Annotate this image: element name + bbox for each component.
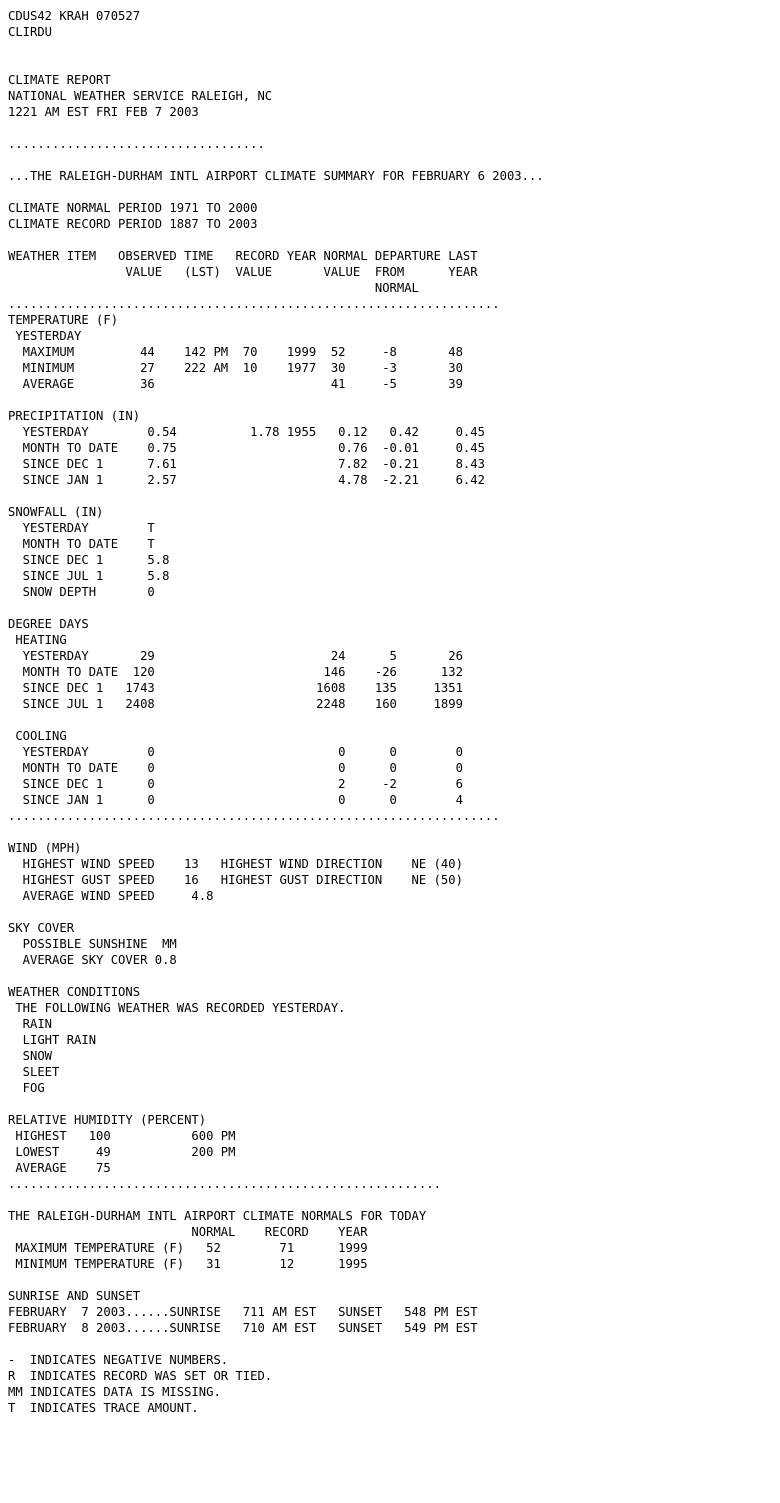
report-line: YESTERDAY T xyxy=(8,521,155,535)
report-line: YESTERDAY 29 24 5 26 xyxy=(8,649,463,663)
report-line: PRECIPITATION (IN) xyxy=(8,409,141,423)
report-line: COOLING xyxy=(8,729,67,743)
report-line: THE FOLLOWING WEATHER WAS RECORDED YESTERDAY. xyxy=(8,1001,346,1015)
report-line: SINCE DEC 1 1743 1608 135 1351 xyxy=(8,681,463,695)
report-line: AVERAGE SKY COVER 0.8 xyxy=(8,953,177,967)
report-line: THE RALEIGH-DURHAM INTL AIRPORT CLIMATE NORMALS FOR TODAY xyxy=(8,1209,427,1223)
report-line: ................................... xyxy=(8,137,265,151)
report-line: DEGREE DAYS xyxy=(8,617,89,631)
report-line xyxy=(8,232,780,248)
report-line: FOG xyxy=(8,1081,45,1095)
report-line: SKY COVER xyxy=(8,921,75,935)
report-line: MONTH TO DATE T xyxy=(8,537,155,551)
report-line: AVERAGE 75 xyxy=(8,1161,111,1175)
report-line: WEATHER CONDITIONS xyxy=(8,985,141,999)
report-line: FEBRUARY 8 2003......SUNRISE 710 AM EST SUNSET 549 PM EST xyxy=(8,1321,478,1335)
report-line: RELATIVE HUMIDITY (PERCENT) xyxy=(8,1113,207,1127)
report-line: CLIRDU xyxy=(8,25,53,39)
report-line xyxy=(8,184,780,200)
report-line: NORMAL RECORD YEAR xyxy=(8,1225,368,1239)
report-line: MONTH TO DATE 0.75 0.76 -0.01 0.45 xyxy=(8,441,485,455)
report-line: SINCE JUL 1 5.8 xyxy=(8,569,170,583)
report-line: CDUS42 KRAH 070527 xyxy=(8,9,141,23)
report-line: ........................................................... xyxy=(8,1177,441,1191)
report-line: HEATING xyxy=(8,633,67,647)
report-line: NATIONAL WEATHER SERVICE RALEIGH, NC xyxy=(8,89,273,103)
report-line: MONTH TO DATE 120 146 -26 132 xyxy=(8,665,463,679)
report-line: AVERAGE WIND SPEED 4.8 xyxy=(8,889,214,903)
report-line: SNOW xyxy=(8,1049,53,1063)
report-line xyxy=(8,1096,780,1112)
report-line: SUNRISE AND SUNSET xyxy=(8,1289,141,1303)
report-line xyxy=(8,152,780,168)
report-line xyxy=(8,56,780,72)
report-line: 1221 AM EST FRI FEB 7 2003 xyxy=(8,105,199,119)
report-line: CLIMATE NORMAL PERIOD 1971 TO 2000 xyxy=(8,201,258,215)
report-line xyxy=(8,1192,780,1208)
report-line: NORMAL xyxy=(8,281,419,295)
report-line: MINIMUM TEMPERATURE (F) 31 12 1995 xyxy=(8,1257,368,1271)
report-line: SNOWFALL (IN) xyxy=(8,505,104,519)
report-line: POSSIBLE SUNSHINE MM xyxy=(8,937,177,951)
report-line xyxy=(8,1272,780,1288)
report-line xyxy=(8,488,780,504)
report-line: SINCE JAN 1 0 0 0 4 xyxy=(8,793,463,807)
report-line: AVERAGE 36 41 -5 39 xyxy=(8,377,463,391)
report-line: MONTH TO DATE 0 0 0 0 xyxy=(8,761,463,775)
report-line xyxy=(8,1336,780,1352)
report-line xyxy=(8,40,780,56)
report-line xyxy=(8,968,780,984)
report-line: YESTERDAY 0 0 0 0 xyxy=(8,745,463,759)
report-line xyxy=(8,824,780,840)
report-line: ...THE RALEIGH-DURHAM INTL AIRPORT CLIMATE SUMMARY FOR FEBRUARY 6 2003... xyxy=(8,169,544,183)
report-line: HIGHEST 100 600 PM xyxy=(8,1129,236,1143)
report-line: - INDICATES NEGATIVE NUMBERS. xyxy=(8,1353,229,1367)
report-line xyxy=(8,120,780,136)
report-line: SINCE JAN 1 2.57 4.78 -2.21 6.42 xyxy=(8,473,485,487)
report-line xyxy=(8,600,780,616)
report-line: SNOW DEPTH 0 xyxy=(8,585,155,599)
report-line: VALUE (LST) VALUE VALUE FROM YEAR xyxy=(8,265,478,279)
report-line xyxy=(8,904,780,920)
report-line: T INDICATES TRACE AMOUNT. xyxy=(8,1401,199,1415)
report-line xyxy=(8,392,780,408)
report-line: ................................................................... xyxy=(8,297,500,311)
report-line: SINCE DEC 1 0 2 -2 6 xyxy=(8,777,463,791)
report-line: FEBRUARY 7 2003......SUNRISE 711 AM EST SUNSET 548 PM EST xyxy=(8,1305,478,1319)
report-line: MAXIMUM 44 142 PM 70 1999 52 -8 48 xyxy=(8,345,463,359)
report-line: HIGHEST WIND SPEED 13 HIGHEST WIND DIRECTION NE (40) xyxy=(8,857,463,871)
report-line: CLIMATE REPORT xyxy=(8,73,111,87)
report-line: SINCE JUL 1 2408 2248 160 1899 xyxy=(8,697,463,711)
report-line: LIGHT RAIN xyxy=(8,1033,97,1047)
report-line: YESTERDAY 0.54 1.78 1955 0.12 0.42 0.45 xyxy=(8,425,485,439)
report-line xyxy=(8,712,780,728)
report-line: CLIMATE RECORD PERIOD 1887 TO 2003 xyxy=(8,217,258,231)
report-line: R INDICATES RECORD WAS SET OR TIED. xyxy=(8,1369,273,1383)
report-line: ................................................................... xyxy=(8,809,500,823)
report-line: MAXIMUM TEMPERATURE (F) 52 71 1999 xyxy=(8,1241,368,1255)
report-line: SINCE DEC 1 7.61 7.82 -0.21 8.43 xyxy=(8,457,485,471)
report-line: SLEET xyxy=(8,1065,60,1079)
report-line: SINCE DEC 1 5.8 xyxy=(8,553,170,567)
report-line: LOWEST 49 200 PM xyxy=(8,1145,236,1159)
report-line: WIND (MPH) xyxy=(8,841,82,855)
report-line: WEATHER ITEM OBSERVED TIME RECORD YEAR NORMAL DEPARTURE LAST xyxy=(8,249,478,263)
report-line: HIGHEST GUST SPEED 16 HIGHEST GUST DIRECTION NE (50) xyxy=(8,873,463,887)
report-line: MINIMUM 27 222 AM 10 1977 30 -3 30 xyxy=(8,361,463,375)
report-line: TEMPERATURE (F) xyxy=(8,313,119,327)
report-line: MM INDICATES DATA IS MISSING. xyxy=(8,1385,221,1399)
report-line: YESTERDAY xyxy=(8,329,82,343)
report-line: RAIN xyxy=(8,1017,53,1031)
